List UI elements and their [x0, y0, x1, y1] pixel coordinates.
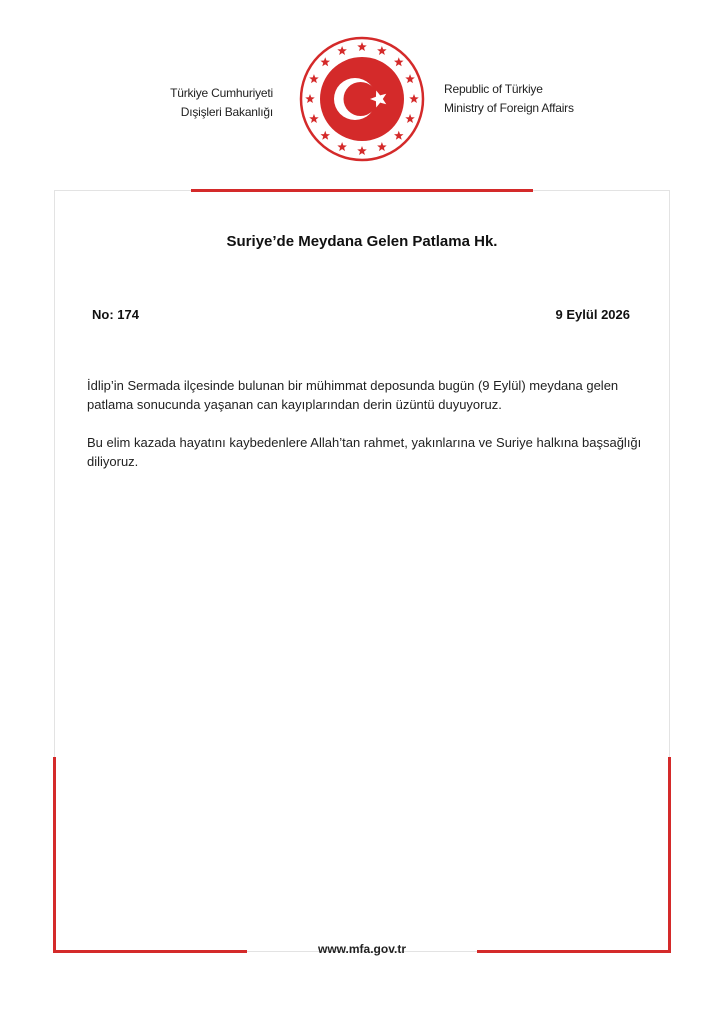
right-accent-line	[668, 757, 671, 953]
document-number: No: 174	[92, 307, 139, 322]
ministry-name-turkish-line1: Türkiye Cumhuriyeti	[170, 86, 273, 100]
ministry-name-turkish-line2: Dışişleri Bakanlığı	[180, 105, 273, 119]
ministry-name-english-line1: Republic of Türkiye	[444, 82, 543, 96]
document-title: Suriye’de Meydana Gelen Patlama Hk.	[226, 233, 498, 250]
body-paragraph-2: Bu elim kazada hayatını kaybedenlere Allah’tan rahmet, yakınlarına ve Suriye halkına başsağlığı diliyoruz.	[87, 435, 642, 469]
ministry-name-english	[444, 80, 574, 118]
ministry-name-english-line2: Ministry of Foreign Affairs	[444, 101, 574, 115]
bottom-left-accent-line	[53, 950, 247, 953]
ministry-emblem-icon	[299, 36, 425, 162]
left-accent-line	[53, 757, 56, 953]
document-date: 9 Eylül 2026	[555, 307, 630, 322]
document-body	[87, 376, 647, 490]
document-frame	[54, 190, 670, 952]
body-paragraph-1: İdlip’in Sermada ilçesinde bulunan bir mühimmat deposunda bugün (9 Eylül) meydana gelen patlama sonucunda yaşanan can kayıplarından derin üzüntü duyuyoruz.	[87, 378, 619, 412]
bottom-right-accent-line	[477, 950, 671, 953]
top-accent-line	[191, 189, 533, 192]
website-link[interactable]: www.mfa.gov.tr	[317, 942, 406, 956]
ministry-name-turkish	[170, 84, 273, 122]
